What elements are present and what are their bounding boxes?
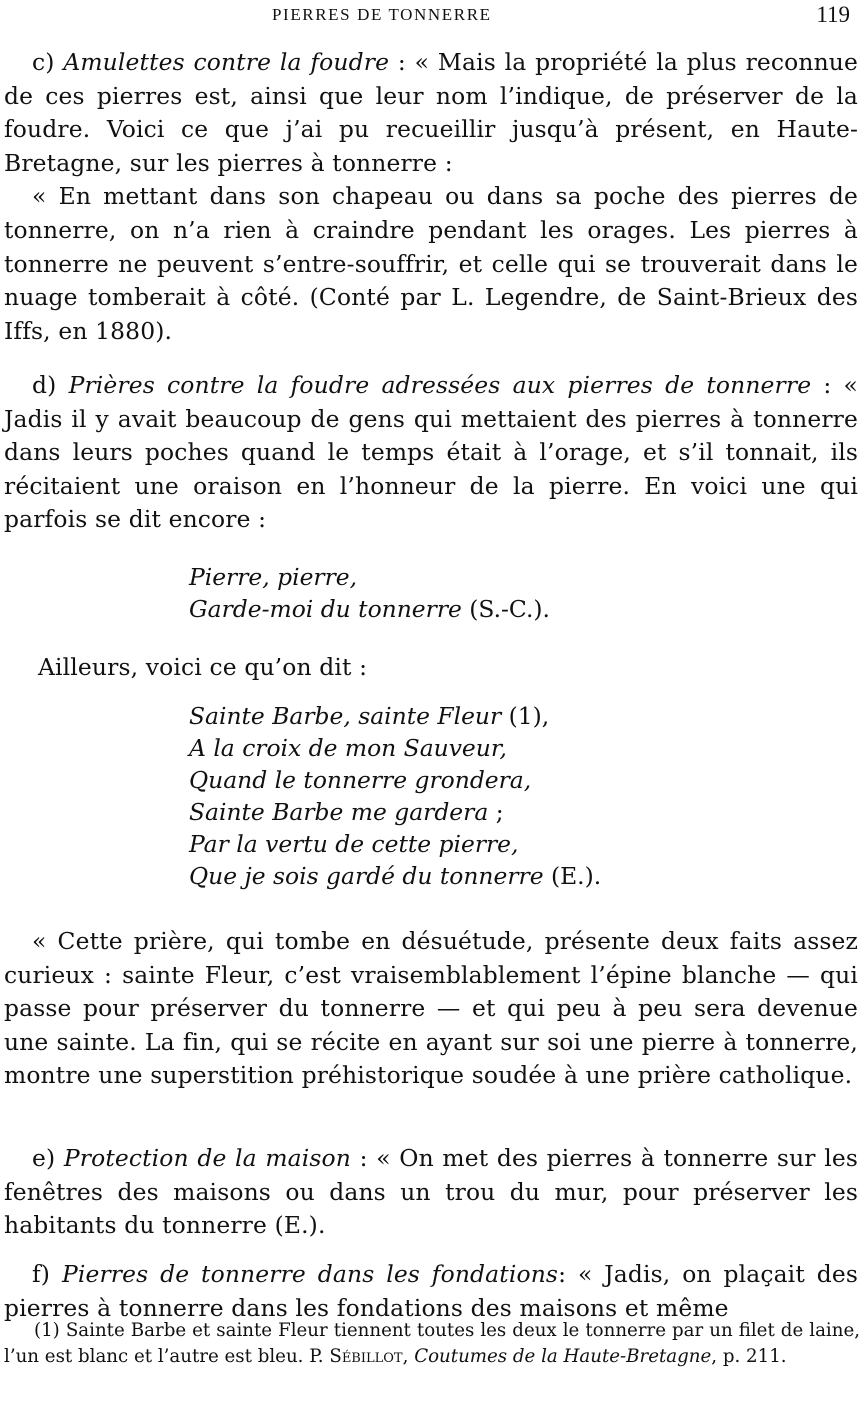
section-f-marker: f) xyxy=(32,1260,51,1288)
footnote-work: Coutumes de la Haute-Bretagne xyxy=(414,1345,712,1367)
footnote-reference: (1), xyxy=(501,702,550,730)
verse-2-line: Quand le tonnerre grondera, xyxy=(189,766,532,794)
verse-2-line-text: Sainte Barbe, sainte Fleur xyxy=(189,702,502,730)
section-f xyxy=(4,1258,858,1325)
footnote-comma: , xyxy=(402,1345,409,1367)
verse-1-source: (S.-C.). xyxy=(469,595,550,623)
section-f-text: « Jadis, on plaçait des pierres à tonnerre dans les fondations des maisons et même xyxy=(4,1260,858,1322)
page-number: 119 xyxy=(816,2,850,27)
section-d-marker: d) xyxy=(32,371,57,399)
verse-2-line: Par la vertu de cette pierre, xyxy=(189,830,519,858)
page-header xyxy=(0,2,864,28)
footnote xyxy=(4,1318,860,1369)
commentary-text: « Cette prière, qui tombe en désuétude, présente deux faits assez curieux : sainte Fleur, c’est vraisemblablement l’épine blanche — qui passe pour préserver du tonnerre — et qui peu à peu sera devenue une sainte. La fin, qui se récite en ayant sur soi une pierre à tonnerre, montre une superstition préhistorique soudée à une prière catholique. xyxy=(4,927,858,1090)
footnote-text: Sainte Barbe et sainte Fleur tiennent toutes les deux le tonnerre par un filet de laine, l’un est blanc et l’autre est bleu. P. xyxy=(4,1320,860,1367)
footnote-author: Sébillot xyxy=(329,1345,403,1367)
elsewhere-text: Ailleurs, voici ce qu’on dit : xyxy=(38,653,368,681)
section-e xyxy=(4,1142,858,1243)
verse-2-line-text: Sainte Barbe me gardera xyxy=(189,798,489,826)
verse-2-line xyxy=(189,700,601,732)
section-c-title: Amulettes contre la foudre xyxy=(63,48,390,76)
verse-1-line-text: Garde-moi du tonnerre xyxy=(189,595,462,623)
section-c-marker: c) xyxy=(32,48,55,76)
verse-2-source: (E.). xyxy=(550,862,602,890)
section-c-text: « Mais la propriété la plus reconnue de ces pierres est, ainsi que leur nom l’indique, de préserver de la foudre. Voici ce que j’ai pu recueillir jusqu’à présent, en Haute-Bretagne, sur les pierres à tonnerre : xyxy=(4,48,859,177)
verse-1-line: Pierre, pierre, xyxy=(189,563,358,591)
verse-2-line-text: Que je sois gardé du tonnerre xyxy=(189,862,544,890)
section-d-text: « Jadis il y avait beaucoup de gens qui mettaient des pierres à tonnerre dans leurs poches quand le temps était à l’orage, et s’il tonnait, ils récitaient une oraison en l’honneur de la pierre. En voici une qui parfois se dit encore : xyxy=(4,371,859,534)
section-e-marker: e) xyxy=(32,1144,56,1172)
section-f-paragraph xyxy=(4,1258,858,1325)
section-f-title: Pierres de tonnerre dans les fondations xyxy=(61,1260,559,1288)
running-head: PIERRES DE TONNERRE xyxy=(272,5,492,24)
verse-2-line xyxy=(189,796,601,828)
section-c-paragraph xyxy=(4,46,858,180)
commentary xyxy=(4,925,858,1093)
section-c-quote: « En mettant dans son chapeau ou dans sa poche des pierres de tonnerre, on n’a rien à craindre pendant les orages. Les pierres à tonnerre ne peuvent s’entre-souffrir, et celle qui se trouverait dans le nuage tomberait à côté. (Conté par L. Legendre, de Saint-Brieux des Iffs, en 1880). xyxy=(4,182,858,345)
section-d-paragraph xyxy=(4,369,858,537)
section-e-title: Protection de la maison xyxy=(63,1144,351,1172)
footnotes xyxy=(4,1318,860,1369)
section-f-separator: : xyxy=(558,1260,578,1288)
section-d-title: Prières contre la foudre adressées aux pierres de tonnerre xyxy=(68,371,812,399)
verse-2-punctuation: ; xyxy=(488,798,504,826)
elsewhere-paragraph xyxy=(4,651,858,685)
section-c-separator: : xyxy=(389,48,415,76)
section-d xyxy=(4,369,858,537)
verse-2-line xyxy=(189,860,601,892)
section-d-separator: : xyxy=(811,371,844,399)
footnote-page: , p. 211. xyxy=(711,1345,787,1367)
verse-1 xyxy=(189,561,550,625)
verse-1-line xyxy=(189,593,550,625)
verse-2-line: A la croix de mon Sauveur, xyxy=(189,734,507,762)
verse-2 xyxy=(189,700,601,892)
section-e-separator: : xyxy=(351,1144,377,1172)
section-e-text: « On met des pierres à tonnerre sur les fenêtres des maisons ou dans un trou du mur, pour préserver les habitants du tonnerre (E.). xyxy=(4,1144,858,1240)
footnote-marker: (1) xyxy=(34,1320,60,1341)
section-e-paragraph xyxy=(4,1142,858,1243)
section-c xyxy=(4,46,858,348)
